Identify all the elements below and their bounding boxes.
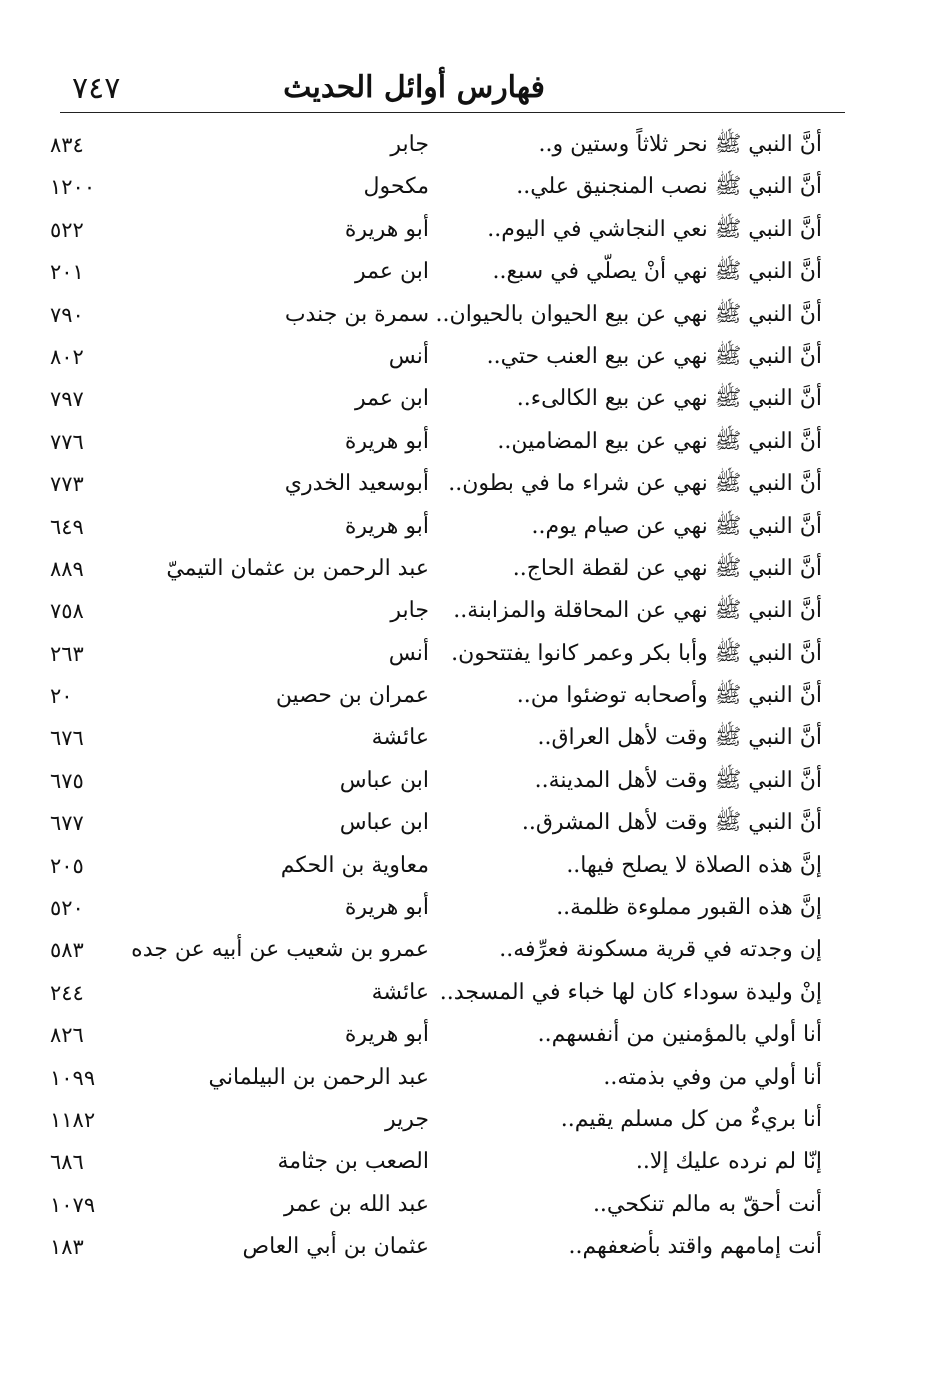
page-reference: ١١٨٢: [50, 1107, 96, 1132]
hadith-opening: أنَّ النبي ﷺ نهي عن بيع الكالىء..: [516, 386, 822, 412]
page-reference: ٧٩٧: [50, 387, 84, 412]
page-reference: ٥٢٠: [50, 896, 84, 921]
hadith-opening: أنَّ النبي ﷺ نهي أنْ يصلّي في سبع..: [492, 259, 822, 285]
narrator-name: أنس: [388, 343, 429, 369]
narrator-name: جرير: [385, 1106, 429, 1132]
narrator-name: أبو هريرة: [344, 513, 429, 539]
narrator-name: عائشة: [371, 979, 429, 1005]
narrator-name: أبو هريرة: [344, 895, 429, 921]
page-reference: ٢٤٤: [50, 980, 84, 1005]
page-reference: ٥٢٢: [50, 217, 84, 242]
page-reference: ٨٢٦: [50, 1023, 84, 1048]
hadith-opening: أنَّ النبي ﷺ نهي عن بيع العنب حتي..: [486, 343, 822, 369]
header-rule: [60, 112, 845, 113]
narrator-name: جابر: [390, 598, 429, 624]
narrator-name: سمرة بن جندب: [284, 301, 429, 327]
page-reference: ٨٠٢: [50, 344, 84, 369]
page-reference: ٧٥٨: [50, 599, 84, 624]
page-reference: ٦٧٥: [50, 768, 84, 793]
index-row: [0, 719, 934, 761]
narrator-name: عمرو بن شعيب عن أبيه عن جده: [131, 937, 429, 963]
index-row: [0, 1059, 934, 1101]
index-row: [0, 550, 934, 592]
hadith-opening: إنَّ هذه الصلاة لا يصلح فيها..: [566, 852, 822, 878]
index-row: [0, 126, 934, 168]
hadith-opening: أنَّ النبي ﷺ وقت لأهل العراق..: [537, 725, 822, 751]
index-row: [0, 974, 934, 1016]
hadith-opening: أنَّ النبي ﷺ وقت لأهل المشرق..: [521, 810, 822, 836]
page-reference: ٧٧٣: [50, 472, 84, 497]
hadith-opening: أنَّ النبي ﷺ نحر ثلاثاً وستين و..: [538, 132, 822, 157]
narrator-name: أبو هريرة: [344, 428, 429, 454]
page-reference: ٦٧٦: [50, 726, 84, 751]
index-row: [0, 931, 934, 973]
index-row: [0, 889, 934, 931]
page-reference: ٧٧٦: [50, 429, 84, 454]
index-row: [0, 592, 934, 634]
narrator-name: عبد الله بن عمر: [283, 1191, 429, 1217]
narrator-name: عمران بن حصين: [275, 683, 429, 709]
hadith-opening: أنَّ النبي ﷺ وأصحابه توضئوا من..: [516, 683, 822, 709]
hadith-opening: أنت إمامهم واقتد بأضعفهم..: [568, 1234, 822, 1260]
index-row: [0, 847, 934, 889]
page-reference: ١٨٣: [50, 1235, 84, 1260]
narrator-name: عائشة: [371, 725, 429, 751]
page-reference: ١٠٧٩: [50, 1192, 96, 1217]
page-reference: ٦٤٩: [50, 514, 84, 539]
page-header: [60, 66, 845, 110]
page-reference: ٦٧٧: [50, 811, 84, 836]
index-row: [0, 677, 934, 719]
narrator-name: ابن عباس: [339, 767, 429, 793]
page-reference: ٨٣٤: [50, 133, 84, 157]
hadith-opening: إنْ وليدة سوداء كان لها خباء في المسجد..: [439, 979, 822, 1005]
narrator-name: الصعب بن جثامة: [277, 1149, 429, 1175]
index-row: [0, 762, 934, 804]
narrator-name: أبو هريرة: [344, 216, 429, 242]
index-row: [0, 635, 934, 677]
hadith-opening: إنّا لم نرده عليك إلا..: [635, 1149, 822, 1175]
hadith-opening: أنَّ النبي ﷺ نهي عن بيع الحيوان بالحيوان..: [435, 301, 822, 327]
page-reference: ٥٨٣: [50, 938, 84, 963]
hadith-opening: أنا أولي بالمؤمنين من أنفسهم..: [537, 1022, 822, 1048]
hadith-opening: أنَّ النبي ﷺ نعي النجاشي في اليوم..: [487, 216, 822, 242]
index-row: [0, 296, 934, 338]
narrator-name: أنس: [388, 640, 429, 666]
narrator-name: أبوسعيد الخدري: [284, 471, 429, 497]
narrator-name: عثمان بن أبي العاص: [242, 1234, 429, 1260]
page-reference: ٢٠١: [50, 260, 84, 285]
narrator-name: جابر: [390, 132, 429, 157]
hadith-opening: إن وجدته في قرية مسكونة فعرِّفه..: [499, 937, 822, 963]
narrator-name: مكحول: [363, 174, 429, 200]
hadith-opening: إنَّ هذه القبور مملوءة ظلمة..: [556, 895, 822, 921]
page-reference: ٢٦٣: [50, 641, 84, 666]
index-row: [0, 1186, 934, 1228]
narrator-name: عبد الرحمن بن البيلماني: [208, 1064, 429, 1090]
hadith-opening: أنت أحقّ به مالم تنكحي..: [592, 1191, 822, 1217]
page-reference: ٢٠: [50, 684, 73, 709]
hadith-opening: أنَّ النبي ﷺ نهي عن بيع المضامين..: [497, 428, 822, 454]
index-row: [0, 168, 934, 210]
page-reference: ١٠٩٩: [50, 1065, 96, 1090]
page-reference: ٢٠٥: [50, 853, 84, 878]
hadith-opening: أنَّ النبي ﷺ نهي عن صيام يوم..: [531, 513, 822, 539]
narrator-name: ابن عمر: [355, 259, 429, 285]
index-row: [0, 211, 934, 253]
hadith-opening: أنا بريءٌ من كل مسلم يقيم..: [560, 1106, 822, 1132]
index-row: [0, 1228, 934, 1270]
narrator-name: ابن عباس: [339, 810, 429, 836]
index-row: [0, 1016, 934, 1058]
page-reference: ٨٨٩: [50, 556, 84, 581]
index-row: [0, 1143, 934, 1185]
page-reference: ٦٨٦: [50, 1150, 84, 1175]
page-number: ٧٤٧: [72, 71, 121, 106]
hadith-opening: أنَّ النبي ﷺ وقت لأهل المدينة..: [534, 767, 822, 793]
hadith-opening: أنَّ النبي ﷺ نهي عن المحاقلة والمزابنة..: [453, 598, 822, 624]
index-row: [0, 1101, 934, 1143]
index-row: [0, 338, 934, 380]
index-row: [0, 508, 934, 550]
page-reference: ٧٩٠: [50, 302, 84, 327]
index-row: [0, 423, 934, 465]
narrator-name: عبد الرحمن بن عثمان التيميّ: [166, 555, 429, 581]
index-row: [0, 465, 934, 507]
hadith-opening: أنا أولي من وفي بذمته..: [603, 1064, 822, 1090]
page-title: فهارس أوائل الحديث: [283, 70, 545, 105]
index-row: [0, 380, 934, 422]
index-row: [0, 253, 934, 295]
hadith-index-list: [0, 126, 934, 1271]
hadith-opening: أنَّ النبي ﷺ نصب المنجنيق علي..: [516, 174, 822, 200]
narrator-name: معاوية بن الحكم: [280, 852, 429, 878]
index-row: [0, 804, 934, 846]
narrator-name: أبو هريرة: [344, 1022, 429, 1048]
narrator-name: ابن عمر: [355, 386, 429, 412]
hadith-opening: أنَّ النبي ﷺ نهي عن لقطة الحاج..: [512, 555, 822, 581]
hadith-opening: أنَّ النبي ﷺ وأبا بكر وعمر كانوا يفتتحون.: [451, 640, 822, 666]
page-reference: ١٢٠٠: [50, 175, 96, 200]
hadith-opening: أنَّ النبي ﷺ نهي عن شراء ما في بطون..: [448, 471, 822, 497]
